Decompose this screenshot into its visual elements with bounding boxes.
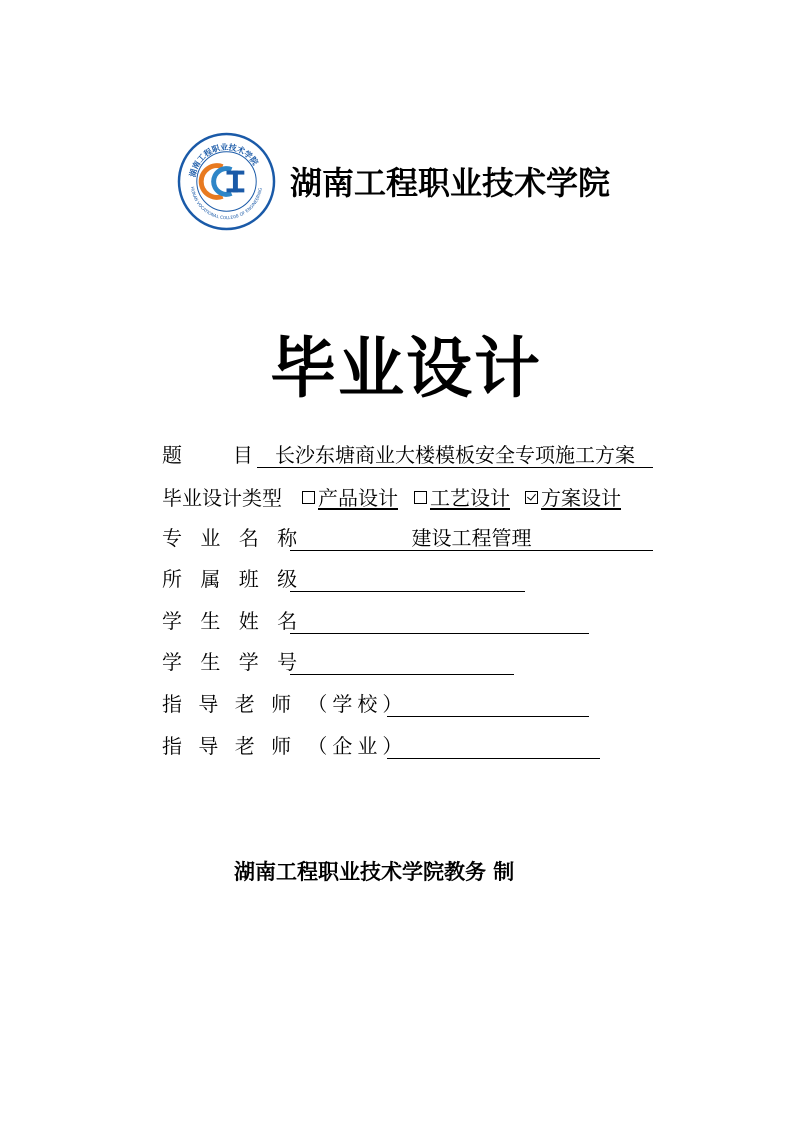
student-id-label: 学 生 学 号 — [162, 650, 304, 674]
company-advisor-label: 指 导 老 师 （企业） — [162, 734, 408, 758]
school-advisor-field[interactable] — [387, 690, 589, 717]
checkbox-checked-icon[interactable] — [525, 491, 538, 504]
document-title: 毕业设计 — [270, 330, 542, 407]
footer-issuer: 湖南工程职业技术学院教务 制 — [234, 860, 515, 884]
logo-cn-text: 湖南工程职业技术学院 — [188, 142, 260, 179]
student-id-row — [162, 648, 662, 676]
option-label: 工艺设计 — [430, 486, 510, 510]
checkbox-icon[interactable] — [414, 491, 427, 504]
option-label: 产品设计 — [318, 486, 398, 510]
option-process-design[interactable] — [414, 484, 510, 512]
major-label: 专 业 名 称 — [162, 526, 304, 550]
design-type-label: 毕业设计类型 — [162, 486, 282, 510]
design-type-row — [162, 484, 662, 512]
company-advisor-row — [162, 732, 662, 760]
checkbox-icon[interactable] — [302, 491, 315, 504]
option-plan-design[interactable] — [525, 484, 621, 512]
topic-label: 题 目 — [162, 443, 253, 467]
major-field[interactable]: 建设工程管理 — [290, 524, 653, 551]
school-advisor-row — [162, 690, 662, 718]
company-advisor-field[interactable] — [387, 732, 600, 759]
topic-row — [162, 441, 662, 469]
major-row — [162, 524, 662, 552]
school-advisor-label: 指 导 老 师 （学校） — [162, 692, 408, 716]
class-label: 所 属 班 级 — [162, 567, 304, 591]
class-field[interactable] — [290, 565, 525, 592]
student-name-label: 学 生 姓 名 — [162, 609, 304, 633]
student-name-field[interactable] — [290, 607, 589, 634]
logo-en-text: HUNAN VOCATIONAL COLLEGE OF ENGINEERING — [188, 186, 264, 222]
school-name: 湖南工程职业技术学院 — [290, 164, 611, 202]
student-id-field[interactable] — [290, 648, 514, 675]
student-name-row — [162, 607, 662, 635]
option-product-design[interactable] — [302, 484, 398, 512]
option-label: 方案设计 — [541, 486, 621, 510]
class-row — [162, 565, 662, 593]
topic-field[interactable]: 长沙东塘商业大楼模板安全专项施工方案 — [257, 441, 653, 468]
college-logo — [177, 132, 276, 231]
